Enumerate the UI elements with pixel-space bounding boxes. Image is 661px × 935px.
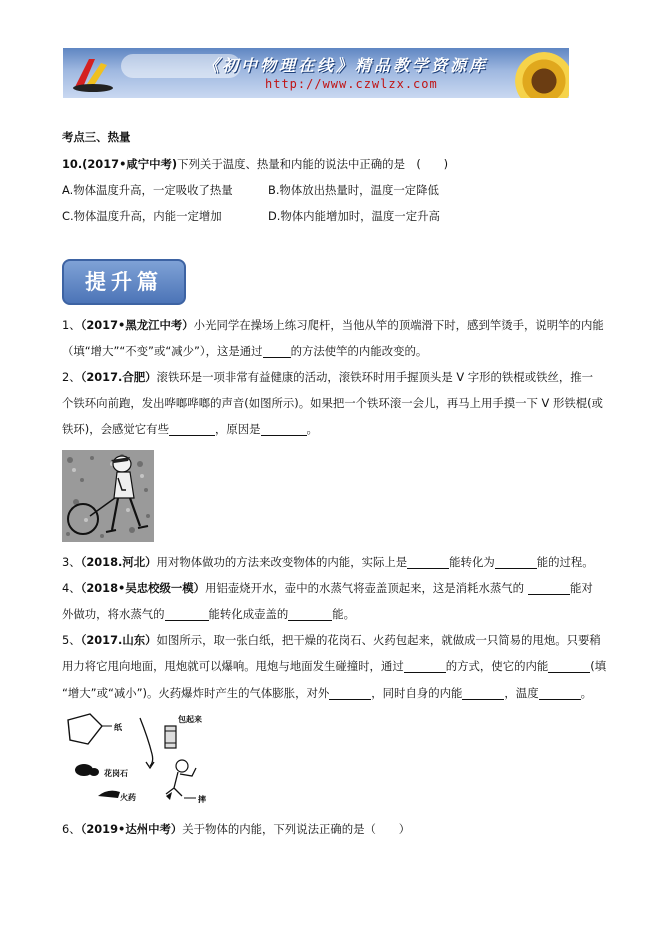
- fig-label-powder: 火药: [120, 793, 136, 802]
- question-6: [62, 822, 410, 837]
- q10-option-b: B.物体放出热量时，温度一定降低: [268, 183, 439, 197]
- q2-number: 2、: [62, 370, 81, 384]
- q5-blank-method: [404, 660, 446, 673]
- q5-text-2c: (填: [590, 659, 607, 673]
- q5-text-1: 如图所示，取一张白纸，把干燥的花岗石、火药包起来，就做成一只简易的甩炮。只要稍: [156, 633, 601, 647]
- q5-blank-temperature: [539, 687, 581, 700]
- q3-number: 3、: [62, 555, 81, 569]
- q10-option-d: D.物体内能增加时，温度一定升高: [268, 209, 440, 223]
- paper-sheet-icon: [68, 714, 102, 744]
- q5-text-2b: 的方式，使它的内能: [445, 659, 549, 673]
- q1-text-2a: （填“增大”“不变”或“减少”），这是通过: [62, 344, 263, 358]
- q5-text-3b: ，同时自身的内能: [371, 686, 463, 700]
- q5-blank-energy: [462, 687, 504, 700]
- q4-text-1a: 用铝壶烧开水，壶中的水蒸气将壶盖顶起来，这是消耗水蒸气的: [205, 581, 525, 595]
- q10-source: 10.(2017•咸宁中考): [62, 157, 178, 171]
- q4-blank-to: [288, 608, 332, 621]
- q2-text-1: 滚铁环是一项非常有益健康的活动，滚铁环时用手握顶头是 V 字形的铁棍或铁丝，推一: [156, 370, 594, 384]
- q6-source: （2019•达州中考）: [80, 822, 183, 836]
- question-2-line-1: [62, 370, 593, 385]
- banner-url: http://www.czwlzx.com: [265, 77, 438, 91]
- question-4-line-2: [62, 607, 355, 622]
- q5-text-3d: 。: [580, 686, 592, 700]
- q4-text-2c: 能。: [332, 607, 356, 621]
- q5-text-3c: ，温度: [504, 686, 539, 700]
- q1-source: （2017•黑龙江中考）: [80, 318, 194, 332]
- hoop-rolling-figure: [62, 450, 154, 542]
- fig-label-paper: 纸: [114, 723, 122, 732]
- q3-source: （2018.河北）: [80, 555, 157, 569]
- q5-text-2a: 用力将它甩向地面，甩炮就可以爆响。甩炮与地面发生碰撞时，通过: [62, 659, 404, 673]
- paper-cracker-figure: [62, 712, 222, 804]
- fig-label-wrap: 包起来: [178, 715, 202, 724]
- q5-text-3a: “增大”或“减小”)。火药爆炸时产生的气体膨胀，对外: [62, 686, 330, 700]
- question-10: [62, 157, 448, 172]
- q10-option-c: C.物体温度升高，内能一定增加: [62, 209, 222, 223]
- boy-body: [114, 472, 134, 498]
- fig-label-throw: 摔: [198, 795, 206, 804]
- q3-blank-to: [495, 556, 537, 569]
- q3-text-a: 用对物体做功的方法来改变物体的内能，实际上是: [156, 555, 408, 569]
- header-banner: [63, 48, 569, 98]
- question-2-line-2: 个铁环向前跑，发出哗啷哗啷的声音(如图所示)。如果把一个铁环滚一会儿，再马上用手摸一下 V 形铁棍(或: [62, 396, 603, 410]
- q5-blank-change: [548, 660, 590, 673]
- wrapped-cracker-icon: [165, 726, 176, 748]
- q6-stem: 关于物体的内能，下列说法正确的是（ ）: [182, 822, 411, 836]
- q2-text-3b: ，原因是: [214, 422, 261, 436]
- q3-blank-from: [407, 556, 449, 569]
- q2-text-3c: 。: [306, 422, 318, 436]
- question-1-line-1: [62, 318, 604, 333]
- q1-number: 1、: [62, 318, 81, 332]
- q4-blank-vapor-energy: [528, 582, 570, 595]
- question-1-line-2: [62, 344, 427, 359]
- q5-number: 5、: [62, 633, 81, 647]
- q5-source: （2017.山东）: [80, 633, 157, 647]
- q10-option-a: A.物体温度升高，一定吸收了热量: [62, 183, 233, 197]
- banner-title: 《初中物理在线》精品教学资源库: [203, 56, 489, 75]
- q2-blank-feeling: [169, 423, 215, 436]
- q4-text-2b: 能转化成壶盖的: [208, 607, 289, 621]
- fig-label-granite: 花岗石: [104, 769, 128, 778]
- sunflower-image: [515, 52, 569, 98]
- question-5-line-1: [62, 633, 601, 648]
- q2-text-3a: 铁环)，会感觉它有些: [62, 422, 169, 436]
- q6-number: 6、: [62, 822, 81, 836]
- question-3: [62, 555, 594, 570]
- q4-text-1b: 能对: [570, 581, 593, 595]
- section-heading: 考点三、热量: [62, 130, 131, 144]
- gunpowder-icon: [98, 791, 120, 798]
- q3-text-c: 能的过程。: [536, 555, 594, 569]
- q1-text-2b: 的方法使竿的内能改变的。: [290, 344, 428, 358]
- q2-blank-reason: [261, 423, 307, 436]
- q2-source: （2017.合肥）: [80, 370, 157, 384]
- banner-logo-icon: [71, 53, 115, 93]
- fold-arrow: [140, 718, 153, 766]
- q4-text-2a: 外做功，将水蒸气的: [62, 607, 165, 621]
- thrower-head: [176, 760, 188, 772]
- q4-blank-from: [165, 608, 209, 621]
- q4-source: （2018•吴忠校级一模）: [80, 581, 206, 595]
- question-4-line-1: [62, 581, 593, 596]
- q3-text-b: 能转化为: [449, 555, 495, 569]
- section-tag-advanced: [62, 259, 186, 305]
- q5-blank-work: [329, 687, 371, 700]
- q4-number: 4、: [62, 581, 81, 595]
- q1-blank-method: [263, 345, 291, 358]
- q1-text: 小光同学在操场上练习爬杆，当他从竿的顶端滑下时，感到竿烫手，说明竿的内能: [193, 318, 604, 332]
- question-5-line-3: [62, 686, 592, 701]
- question-2-line-3: [62, 422, 318, 437]
- section-tag-label: 提升篇: [85, 269, 163, 294]
- question-5-line-2: [62, 659, 606, 674]
- q10-stem: 下列关于温度、热量和内能的说法中正确的是 ( ): [177, 157, 449, 171]
